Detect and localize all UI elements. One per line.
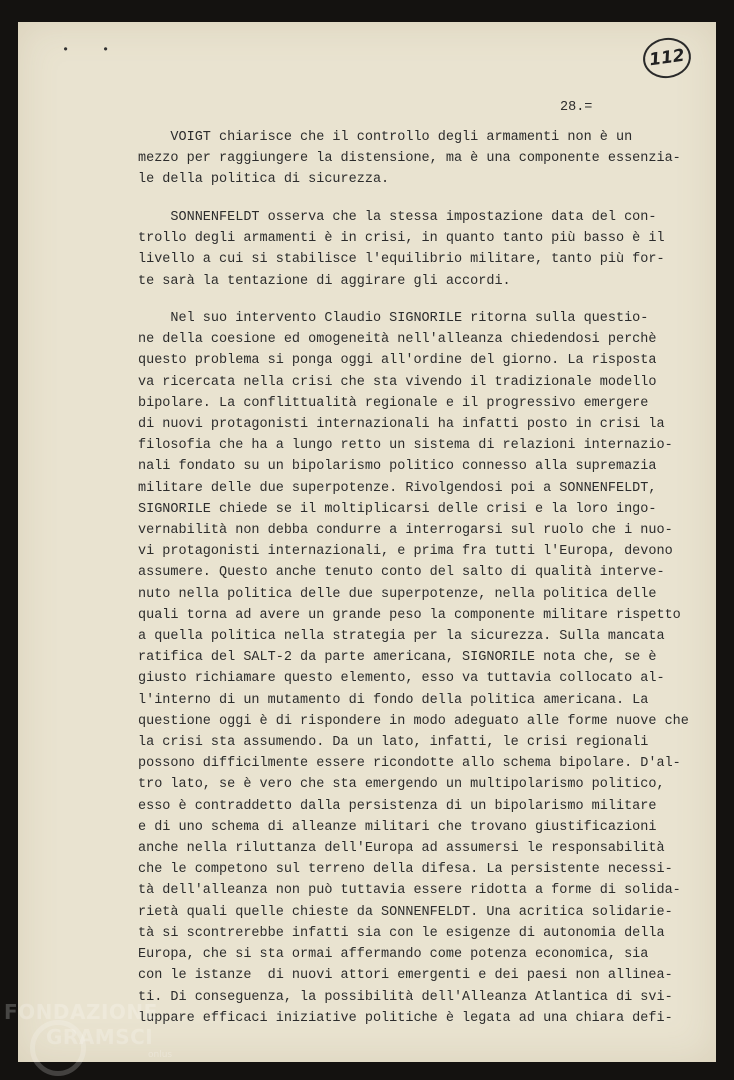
text-line: VOIGT chiarisce che il controllo degli armamenti non è un xyxy=(138,130,633,145)
text-line: mezzo per raggiungere la distensione, ma è una componente essenzia- xyxy=(138,151,681,167)
text-line: nuto nella politica delle due superpotenze, nella politica delle xyxy=(138,586,657,602)
text-line: ratifica del SALT-2 da parte americana, SIGNORILE nota che, se è xyxy=(138,650,657,666)
text-line: rietà quali quelle chieste da SONNENFELDT. Una acritica solidarie- xyxy=(138,904,673,920)
paragraph-sonnenfeldt xyxy=(138,207,698,292)
text-line: te sarà la tentazione di aggirare gli accordi. xyxy=(138,273,511,289)
text-line: vernabilità non debba condurre a interrogarsi sul ruolo che i nuo- xyxy=(138,523,673,539)
text-line: e di uno schema di alleanze militari che trovano giustificazioni xyxy=(138,819,657,835)
text-line: luppare efficaci iniziative politiche è legata ad una chiara defi- xyxy=(138,1010,673,1026)
text-line: militare delle due superpotenze. Rivolgendosi poi a SONNENFELDT, xyxy=(138,480,657,496)
paragraph-signorile xyxy=(138,308,698,1029)
handwritten-folio-number: 112 xyxy=(640,35,693,81)
text-line: questo problema si ponga oggi all'ordine del giorno. La risposta xyxy=(138,353,657,369)
text-line: tà dell'alleanza non può tuttavia essere ridotta a forme di solida- xyxy=(138,883,681,899)
text-line: nali fondato su un bipolarismo politico connesso alla supremazia xyxy=(138,459,657,475)
text-line: assumere. Questo anche tenuto conto del salto di qualità interve- xyxy=(138,565,665,581)
text-line: livello a cui si stabilisce l'equilibrio militare, tanto più for- xyxy=(138,252,665,268)
paragraph-voigt xyxy=(138,127,698,191)
text-line: quali torna ad avere un grande peso la componente militare rispetto xyxy=(138,607,681,623)
text-line: vi protagonisti internazionali, e prima fra tutti l'Europa, devono xyxy=(138,544,673,560)
text-line: Nel suo intervento Claudio SIGNORILE ritorna sulla questio- xyxy=(138,311,649,326)
punch-hole-mark: • xyxy=(102,43,110,57)
text-line: le della politica di sicurezza. xyxy=(138,172,390,188)
text-line: SONNENFELDT osserva che la stessa impostazione data del con- xyxy=(138,210,657,225)
text-line: di nuovi protagonisti internazionali ha infatti posto in crisi la xyxy=(138,417,665,433)
text-line: tro lato, se è vero che sta emergendo un multipolarismo politico, xyxy=(138,777,665,793)
page-number: 28.= xyxy=(560,100,593,115)
text-line: ne della coesione ed omogeneità nell'alleanza chiedendosi perchè xyxy=(138,332,657,348)
watermark-onlus: onlus xyxy=(148,1050,173,1060)
text-line: con le istanze di nuovi attori emergenti e dei paesi non allinea- xyxy=(138,968,673,984)
watermark-fondazione: FONDAZIONE xyxy=(4,1000,158,1024)
text-line: a quella politica nella strategia per la sicurezza. Sulla mancata xyxy=(138,629,665,645)
watermark-gramsci: GRAMSCI xyxy=(46,1025,154,1049)
text-line: ti. Di conseguenza, la possibilità dell'Alleanza Atlantica di svi- xyxy=(138,989,673,1005)
text-line: tà si scontrerebbe infatti sia con le esigenze di autonomia della xyxy=(138,925,665,941)
text-line: esso è contraddetto dalla persistenza di un bipolarismo militare xyxy=(138,798,657,814)
text-line: giusto richiamare questo elemento, esso va tuttavia collocato al- xyxy=(138,671,665,687)
text-line: Europa, che si sta ormai affermando come potenza economica, sia xyxy=(138,947,649,963)
text-line: SIGNORILE chiede se il moltiplicarsi delle crisi e la loro ingo- xyxy=(138,501,657,517)
text-line: filosofia che ha a lungo retto un sistema di relazioni internazio- xyxy=(138,438,673,454)
text-line: trollo degli armamenti è in crisi, in quanto tanto più basso è il xyxy=(138,231,665,247)
punch-hole-mark: • xyxy=(62,43,70,57)
text-line: l'interno di un mutamento di fondo della politica americana. La xyxy=(138,692,649,708)
text-line: bipolare. La conflittualità regionale e il progressivo emergere xyxy=(138,395,649,411)
text-line: la crisi sta assumendo. Da un lato, infatti, le crisi regionali xyxy=(138,735,649,751)
text-line: possono difficilmente essere ricondotte allo schema bipolare. D'al- xyxy=(138,756,681,772)
text-line: va ricercata nella crisi che sta vivendo il tradizionale modello xyxy=(138,374,657,390)
text-line: che le competono sul terreno della difesa. La persistente necessi- xyxy=(138,862,673,878)
text-line: anche nella riluttanza dell'Europa ad assumersi le responsabilità xyxy=(138,841,665,857)
text-line: questione oggi è di rispondere in modo adeguato alle forme nuove che xyxy=(138,713,689,729)
document-page xyxy=(18,22,716,1062)
